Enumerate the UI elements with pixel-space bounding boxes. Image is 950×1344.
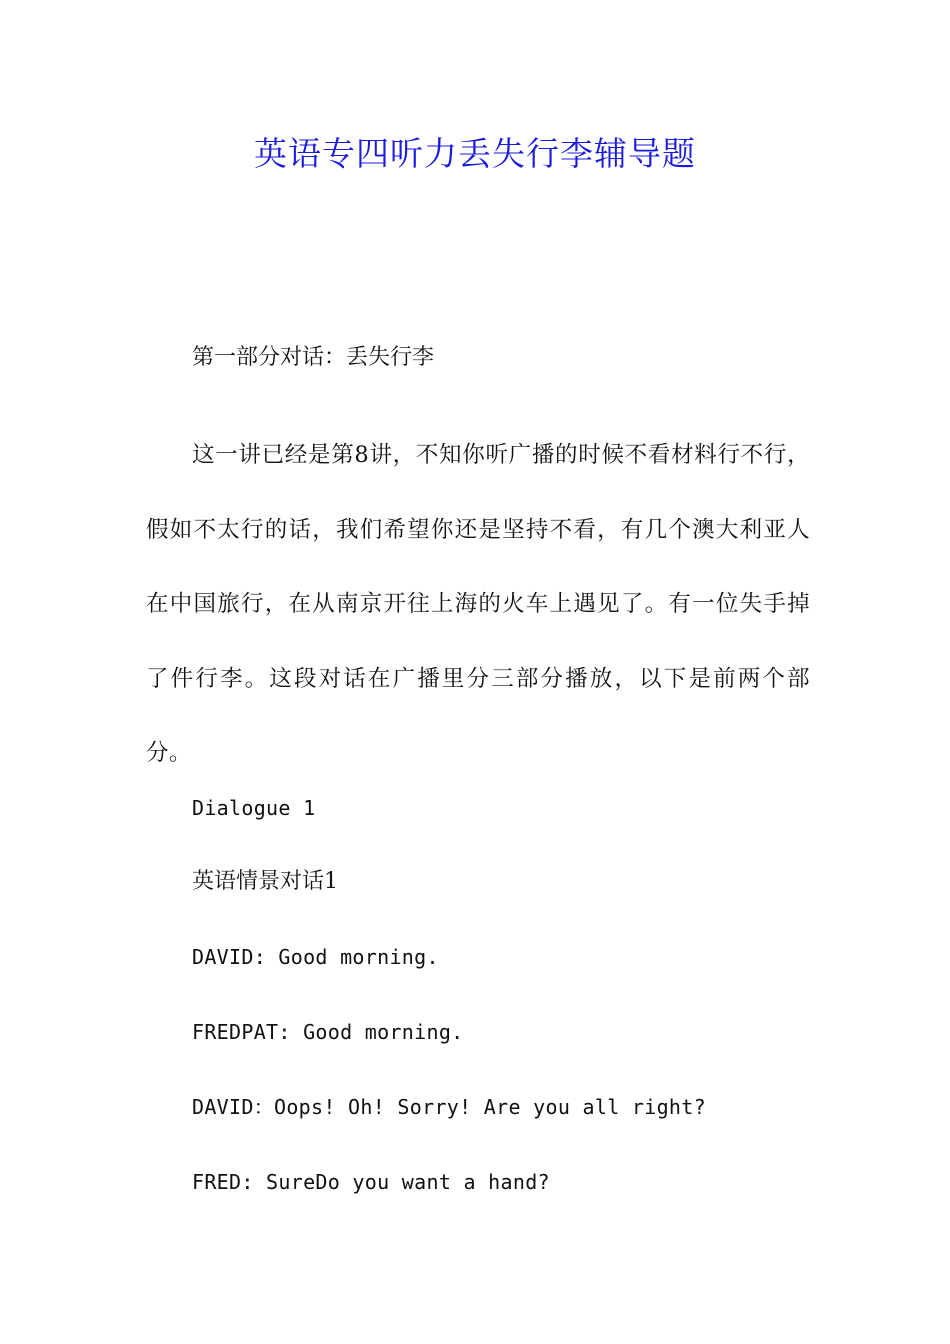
dialogue-line: FRED: SureDo you want a hand? — [192, 1170, 550, 1194]
dialogue-line: FREDPAT: Good morning. — [192, 1020, 464, 1044]
dialogue-cn-label: 英语情景对话1 — [192, 869, 338, 894]
section-heading: 第一部分对话：丢失行李 — [192, 345, 435, 370]
intro-paragraph: 这一讲已经是第8讲，不知你听广播的时候不看材料行不行，假如不太行的话，我们希望你还是坚持不看，有几个澳大利亚人在中国旅行，在从南京开往上海的火车上遇见了。有一位失手掉了件行李。这段对话在广播里分三部分播放，以下是前两个部分。 — [146, 442, 810, 766]
dialogue-label: Dialogue 1 — [192, 796, 316, 820]
dialogue-line: DAVID：Oops! Oh! Sorry! Are you all right? — [192, 1095, 706, 1119]
document-title: 英语专四听力丢失行李辅导题 — [254, 134, 696, 173]
dialogue-line: DAVID: Good morning. — [192, 945, 439, 969]
